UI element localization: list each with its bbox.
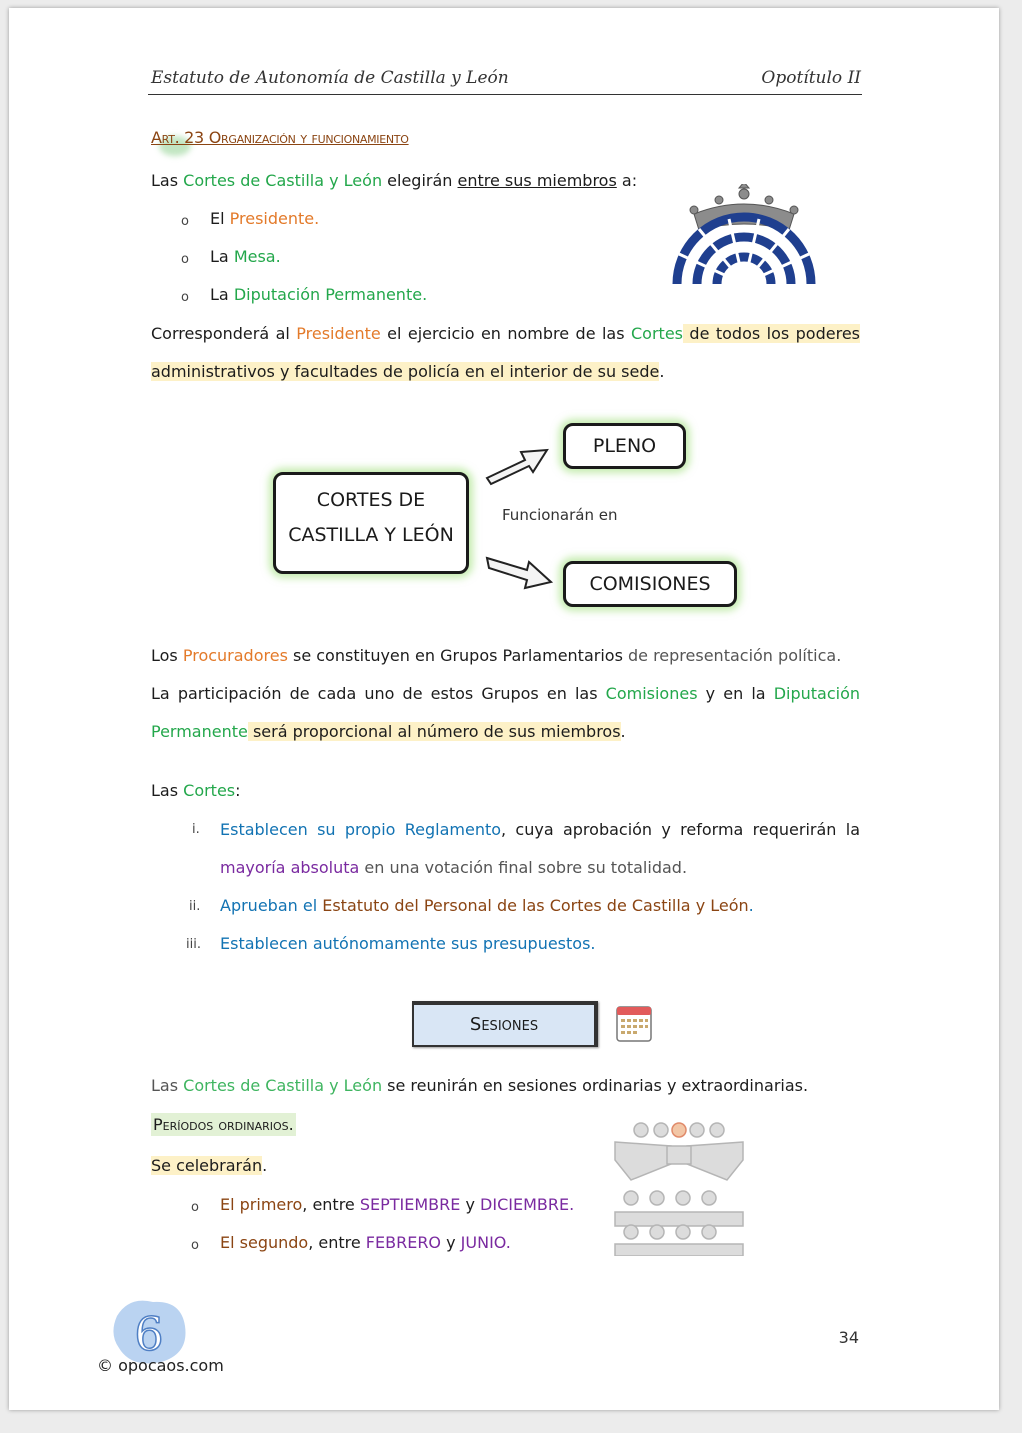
list-item: El segundo, entre FEBRERO y JUNIO. xyxy=(220,1233,511,1252)
cortes-intro: Las Cortes: xyxy=(151,781,241,800)
section-label-sesiones: Sesiones xyxy=(412,1001,598,1047)
header-rule xyxy=(148,94,862,95)
bullet-icon: o xyxy=(191,1238,199,1253)
page-number: 34 xyxy=(838,1328,859,1347)
arrow-right-icon xyxy=(483,440,553,488)
diagram-bottom-box: COMISIONES xyxy=(563,561,737,607)
bullet-icon: o xyxy=(181,252,189,267)
site-credit: © opocaos.com xyxy=(97,1356,224,1375)
bullet-icon: o xyxy=(181,290,189,305)
sesiones-intro: Las Cortes de Castilla y León se reunirán en sesiones ordinarias y extraordinarias. xyxy=(151,1076,809,1095)
header-title: Estatuto de Autonomía de Castilla y León xyxy=(151,68,509,88)
list-item: Aprueban el Estatuto del Personal de las Cortes de Castilla y León. xyxy=(220,896,754,915)
page xyxy=(9,8,999,1410)
list-item: Establecen su propio Reglamento, cuya aprobación y reforma requerirán la mayoría absoluta en una votación final sobre su totalidad. xyxy=(220,820,861,877)
list-item: Establecen autónomamente sus presupuestos. xyxy=(220,934,596,953)
arrow-right-icon xyxy=(483,548,557,596)
diagram-middle-label: Funcionarán en xyxy=(502,506,618,524)
bullet-icon: o xyxy=(181,214,189,229)
article-intro: Las Cortes de Castilla y León elegirán entre sus miembros a: xyxy=(151,171,638,190)
diagram-top-box: PLENO xyxy=(563,423,686,469)
celebraran-line: Se celebrarán. xyxy=(151,1156,268,1175)
list-number: iii. xyxy=(186,937,201,952)
procuradores-line: Los Procuradores se constituyen en Grupos Parlamentarios de representación política. xyxy=(151,646,842,665)
diagram-main-box: CORTES DE CASTILLA Y LEÓN xyxy=(273,472,469,574)
list-item: La Mesa. xyxy=(210,247,281,266)
list-item: La Diputación Permanente. xyxy=(210,285,428,304)
list-item: El primero, entre SEPTIEMBRE y DICIEMBRE. xyxy=(220,1195,575,1214)
president-paragraph: Corresponderá al Presidente el ejercicio en nombre de las Cortes de todos los poderes administrativos y facultades de policía en el interior de su sede. xyxy=(151,324,860,381)
crown-emblem-icon xyxy=(669,184,819,286)
participacion-paragraph: La participación de cada uno de estos Grupos en las Comisiones y en la Diputación Permanente será proporcional al número de sus miembros. xyxy=(151,684,861,741)
bullet-icon: o xyxy=(191,1200,199,1215)
list-item: El Presidente. xyxy=(210,209,320,228)
header-right: Opotítulo II xyxy=(761,68,861,88)
article-title: Art. 23 Organización y funcionamiento xyxy=(151,128,409,147)
calendar-icon xyxy=(615,1003,653,1043)
periodos-heading: Períodos ordinarios. xyxy=(153,1115,294,1134)
svg-text:6: 6 xyxy=(134,1307,164,1361)
list-number: ii. xyxy=(189,899,201,914)
assembly-seats-icon xyxy=(611,1120,747,1256)
list-number: i. xyxy=(192,822,200,837)
